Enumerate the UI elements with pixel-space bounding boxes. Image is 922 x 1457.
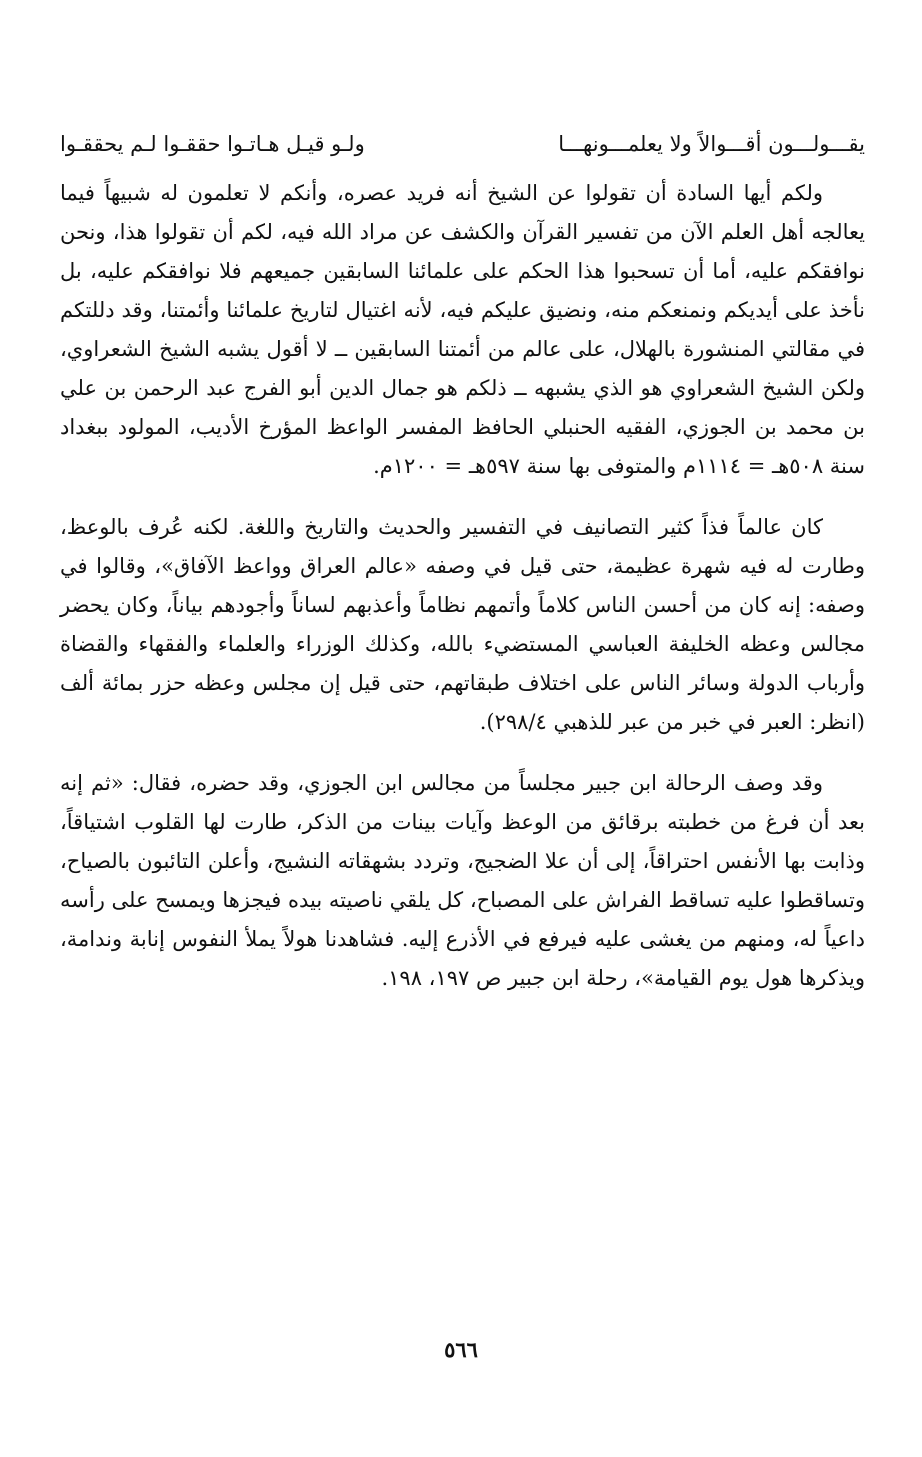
- verse-first-hemistich: يقـــولـــون أقـــوالاً ولا يعلمـــونهـــا: [558, 132, 865, 156]
- page-body: [60, 125, 865, 998]
- paragraph-1: ولكم أيها السادة أن تقولوا عن الشيخ أنه فريد عصره، وأنكم لا تعلمون له شبيهاً فيما يعالجه أهل العلم الآن من تفسير القرآن والكشف عن مراد الله فيه، لكم أن تقولوا هذا، ونحن نوافقكم عليه، أما أن تسحبوا هذا الحكم على علمائنا السابقين جميعهم فلا نوافقكم عليه، بل نأخذ على أيديكم ونمنعكم منه، ونضيق عليكم فيه، لأنه اغتيال لتاريخ علمائنا وأئمتنا، وقد دللتكم في مقالتي المنشورة بالهلال، على عالم من أئمتنا السابقين ــ لا أقول يشبه الشيخ الشعراوي، ولكن الشيخ الشعراوي هو الذي يشبهه ــ ذلكم هو جمال الدين أبو الفرج عبد الرحمن بن علي بن محمد بن الجوزي، الفقيه الحنبلي الحافظ المفسر الواعظ المؤرخ الأديب، المولود ببغداد سنة ٥٠٨هـ = ١١١٤م والمتوفى بها سنة ٥٩٧هـ = ١٢٠٠م.: [60, 181, 865, 478]
- paragraph-3: وقد وصف الرحالة ابن جبير مجلساً من مجالس ابن الجوزي، وقد حضره، فقال: «ثم إنه بعد أن فرغ من خطبته برقائق من الوعظ وآيات بينات من الذكر، طارت لها القلوب اشتياقاً، وذابت بها الأنفس احتراقاً، إلى أن علا الضجيج، وتردد بشهقاته النشيج، وأعلن التائبون بالصياح، وتساقطوا عليه تساقط الفراش على المصباح، كل يلقي ناصيته بيده فيجزها ويمسح على رأسه داعياً له، ومنهم من يغشى عليه فيرفع في الأذرع إليه. فشاهدنا هولاً يملأ النفوس إنابة وندامة، ويذكرها هول يوم القيامة»، رحلة ابن جبير ص ١٩٧، ١٩٨.: [60, 771, 865, 990]
- page-number: ٥٦٦: [444, 1337, 478, 1362]
- verse-second-hemistich: ولـو قيـل هـاتـوا حققـوا لـم يحققـوا: [60, 132, 365, 156]
- paragraph-2: كان عالماً فذاً كثير التصانيف في التفسير والحديث والتاريخ واللغة. لكنه عُرف بالوعظ، وطارت له فيه شهرة عظيمة، حتى قيل في وصفه «عالم العراق وواعظ الآفاق»، وقالوا في وصفه: إنه كان من أحسن الناس كلاماً وأتمهم نظاماً وأعذبهم لساناً وأجودهم بياناً، وكان يحضر مجالس وعظه الخليفة العباسي المستضيء بالله، وكذلك الوزراء والعلماء والفقهاء والقضاة وأرباب الدولة وسائر الناس على اختلاف طبقاتهم، حتى قيل إن مجلس وعظه حزر بمائة ألف (انظر: العبر في خبر من عبر للذهبي ٢٩٨/٤).: [60, 515, 865, 734]
- poetry-verse: [60, 125, 865, 164]
